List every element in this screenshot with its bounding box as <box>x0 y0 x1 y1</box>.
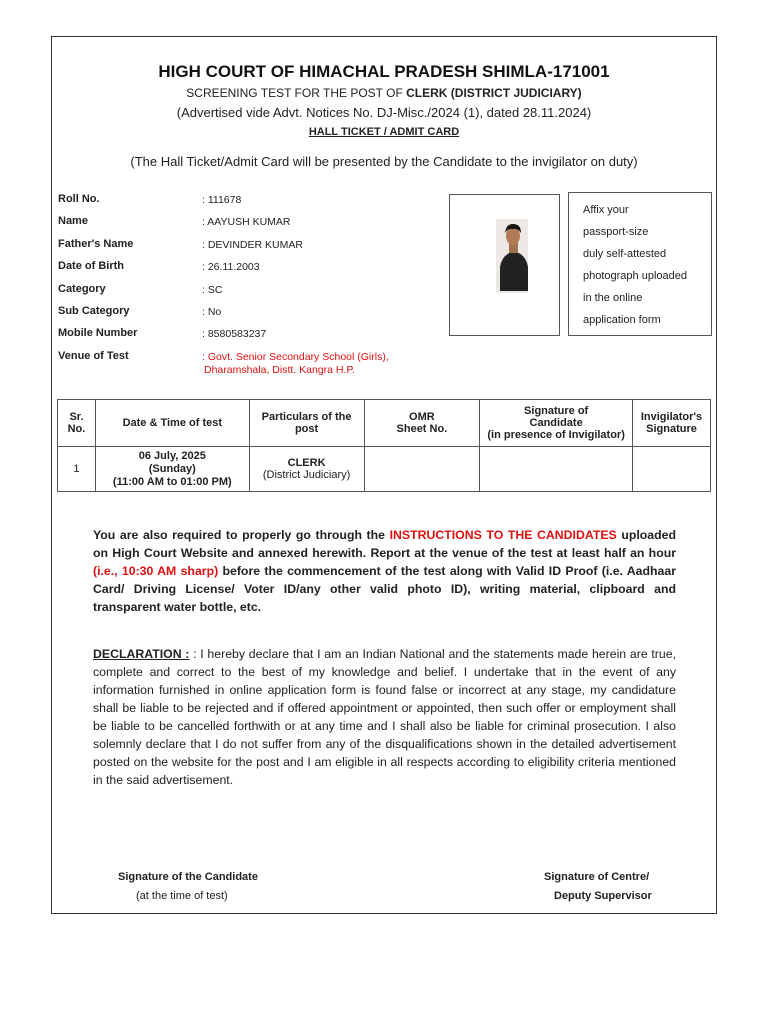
header-sr-no: Sr. No. <box>58 400 96 447</box>
table-header-row <box>58 400 711 447</box>
photo-note-line: duly self-attested <box>583 248 667 260</box>
page-title: HIGH COURT OF HIMACHAL PRADESH SHIMLA-171001 <box>158 62 610 81</box>
photo-note-line: in the online <box>583 292 643 304</box>
candidate-photo <box>450 195 559 335</box>
header-omr: OMR Sheet No. <box>364 400 480 447</box>
dob-label: Date of Birth <box>58 260 124 272</box>
cell-candidate-signature <box>480 447 633 492</box>
dob-value: : 26.11.2003 <box>202 261 260 273</box>
centre-signature-label: Signature of Centre/ <box>544 871 650 883</box>
instructions-paragraph: You are also required to properly go through the INSTRUCTIONS TO THE CANDIDATES uploaded on High Court Website and annexed herewith. Report at the venue of the test at least half an hour (i.e., 10:30 AM sharp) before the commencement of the test along with Valid ID Proof (i.e. Aadhaar Card/ Driving License/ Voter ID/any other valid photo ID), writing material, clipboard and transparent water bottle, etc. <box>93 528 676 614</box>
venue-value-line2: Dharamshala, Distt. Kangra H.P. <box>204 364 355 376</box>
candidate-photo-frame <box>449 194 560 336</box>
header-candidate-signature: Signature of Candidate (in presence of Invigilator) <box>480 400 633 447</box>
header-post: Particulars of the post <box>249 400 364 447</box>
declaration-paragraph <box>93 645 676 789</box>
declaration-heading: DECLARATION : <box>93 647 190 661</box>
post-subtitle: SCREENING TEST FOR THE POST OF CLERK (DISTRICT JUDICIARY) <box>186 86 582 100</box>
photo-note-line: photograph uploaded <box>583 270 687 282</box>
cell-invigilator-signature <box>633 447 711 492</box>
name-value: : AAYUSH KUMAR <box>202 216 291 228</box>
cell-sr-no: 1 <box>58 447 96 492</box>
venue-label: Venue of Test <box>58 350 129 362</box>
advt-line: (Advertised vide Advt. Notices No. DJ-Misc./2024 (1), dated 28.11.2024) <box>176 105 592 120</box>
subcategory-value: : No <box>202 306 222 318</box>
card-type-heading: HALL TICKET / ADMIT CARD <box>308 126 460 138</box>
roll-value: : 111678 <box>202 194 242 206</box>
table-row <box>58 447 711 492</box>
name-label: Name <box>58 215 88 227</box>
category-label: Category <box>58 283 106 295</box>
supervisor-signature-label: Deputy Supervisor <box>554 890 652 902</box>
declaration-body: : I hereby declare that I am an Indian National and the statements made herein are true, complete and correct to the best of my knowledge and belief. I undertake that in the event of any information furnished in online application form is found false or incorrect at any stage, my candidature shall be liable to be rejected and if offered appointment or appointed, then such offer or employment shall be liable to be cancelled forthwith or at any time and I shall also be liable for criminal prosecution. I also solemnly declare that I do not suffer from any of the disqualifications shown in the detailed advertisement posted on the website for the post and I am eligible in all respects according to eligibility criteria mentioned in the said advertisement. <box>93 647 676 787</box>
cell-post: CLERK (District Judiciary) <box>249 447 364 492</box>
photo-note-line: application form <box>583 314 661 326</box>
father-value: : DEVINDER KUMAR <box>202 239 303 251</box>
header-invigilator-signature: Invigilator's Signature <box>633 400 711 447</box>
presentation-note: (The Hall Ticket/Admit Card will be presented by the Candidate to the invigilator on duty) <box>130 154 638 169</box>
photo-instructions-box <box>568 192 712 336</box>
candidate-signature-note: (at the time of test) <box>136 890 228 902</box>
roll-label: Roll No. <box>58 193 100 205</box>
venue-value-line1: : Govt. Senior Secondary School (Girls), <box>202 351 389 363</box>
cell-date-time: 06 July, 2025 (Sunday) (11:00 AM to 01:00 PM) <box>95 447 249 492</box>
category-value: : SC <box>202 284 223 296</box>
father-label: Father's Name <box>58 238 134 250</box>
mobile-label: Mobile Number <box>58 327 138 339</box>
photo-note-line: passport-size <box>583 226 649 238</box>
mobile-value: : 8580583237 <box>202 328 267 340</box>
header-date-time: Date & Time of test <box>95 400 249 447</box>
subcategory-label: Sub Category <box>58 305 130 317</box>
exam-schedule-table <box>57 399 711 492</box>
candidate-signature-label: Signature of the Candidate <box>118 871 258 883</box>
photo-note-line: Affix your <box>583 204 629 216</box>
cell-omr <box>364 447 480 492</box>
